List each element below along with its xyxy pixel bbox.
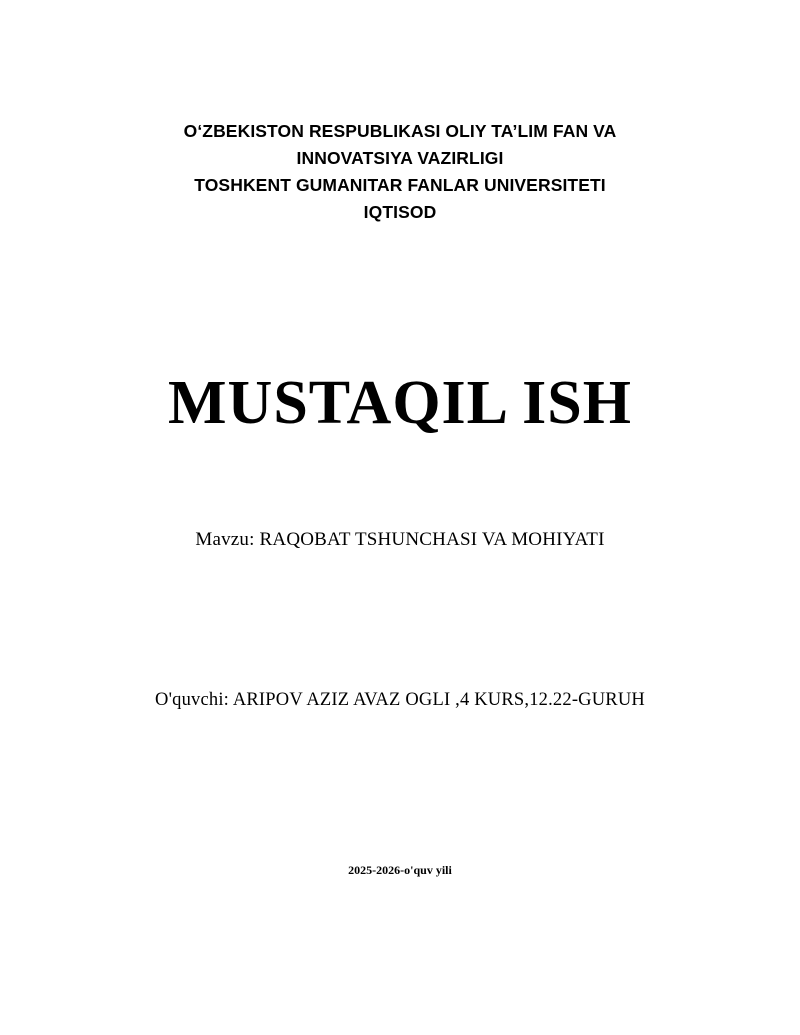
subject-area bbox=[0, 527, 800, 553]
student-line: O'quvchi: ARIPOV AZIZ AVAZ OGLI ,4 KURS,12.22-GURUH bbox=[155, 690, 645, 710]
institution-header-line-4: IQTISOD bbox=[363, 202, 437, 222]
document-title: MUSTAQIL ISH bbox=[168, 369, 632, 437]
institution-header-line-2: INNOVATSIYA VAZIRLIGI bbox=[296, 148, 504, 168]
institution-header-line-1: O‘ZBEKISTON RESPUBLIKASI OLIY TA’LIM FAN VA bbox=[183, 121, 617, 141]
student-area bbox=[0, 687, 800, 713]
academic-year: 2025-2026-o'quv yili bbox=[348, 863, 452, 877]
academic-year-area bbox=[0, 862, 800, 878]
subject-line: Mavzu: RAQOBAT TSHUNCHASI VA MOHIYATI bbox=[195, 529, 605, 550]
title-area bbox=[0, 368, 800, 438]
institution-header bbox=[0, 118, 800, 226]
institution-header-line-3: TOSHKENT GUMANITAR FANLAR UNIVERSITETI bbox=[194, 175, 606, 195]
